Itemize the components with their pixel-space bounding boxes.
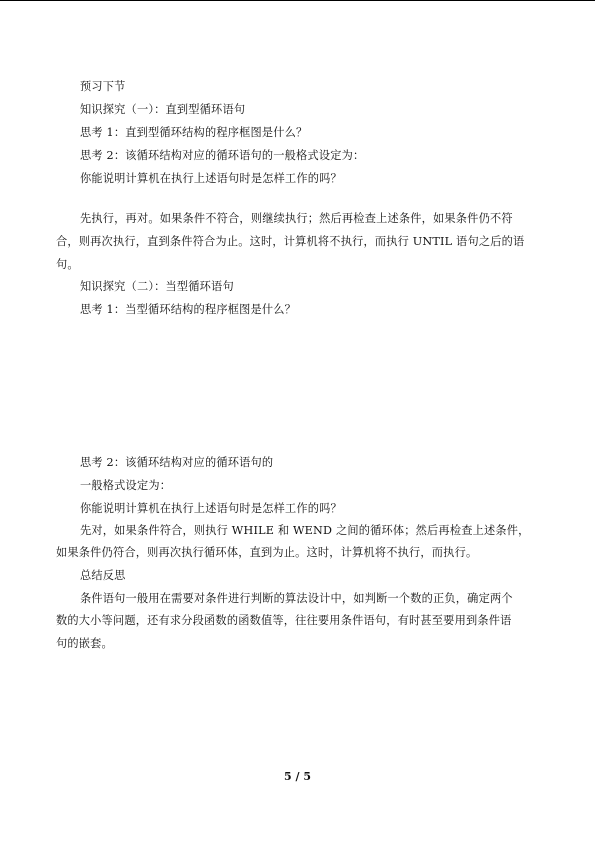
summary-heading: 总结反思 (80, 569, 126, 582)
page-top-rule (0, 0, 595, 1)
section2-answer-line-1: 先对，如果条件符合，则执行 WHILE 和 WEND 之间的循环体；然后再检查上述条件， (80, 524, 530, 537)
section1-answer-line-2: 合，则再次执行，直到条件符合为止。这时，计算机将不执行，而执行 UNTIL 语句之后的语 (56, 235, 525, 248)
section1-question-1: 思考 1：直到型循环结构的程序框图是什么？ (80, 126, 308, 139)
section1-heading: 知识探究（一）：直到型循环语句 (80, 103, 246, 116)
preview-heading: 预习下节 (80, 80, 126, 93)
section1-answer-line-3: 句。 (56, 258, 79, 271)
section1-answer-line-1: 先执行，再对。如果条件不符合，则继续执行；然后再检查上述条件，如果条件仍不符 (80, 212, 513, 225)
section2-question-1: 思考 1：当型循环结构的程序框图是什么？ (80, 303, 297, 316)
section2-heading: 知识探究（二）：当型循环语句 (80, 280, 234, 293)
section2-question-2-continued: 一般格式设定为： (80, 479, 172, 492)
section1-question-3: 你能说明计算机在执行上述语句时是怎样工作的吗？ (80, 172, 342, 185)
summary-line-1: 条件语句一般用在需要对条件进行判断的算法设计中，如判断一个数的正负，确定两个 (80, 592, 513, 605)
section2-question-2: 思考 2：该循环结构对应的循环语句的 (80, 456, 274, 469)
section2-answer-line-2: 如果条件仍符合，则再次执行循环体，直到为止。这时，计算机将不执行，而执行。 (56, 546, 478, 559)
page-number: 5 / 5 (284, 770, 311, 783)
section2-question-3: 你能说明计算机在执行上述语句时是怎样工作的吗？ (80, 502, 342, 515)
summary-line-3: 句的嵌套。 (56, 637, 113, 650)
section1-question-2: 思考 2：该循环结构对应的循环语句的一般格式设定为： (80, 149, 365, 162)
summary-line-2: 数的大小等问题，还有求分段函数的函数值等，往往要用条件语句，有时甚至要用到条件语 (56, 614, 512, 627)
